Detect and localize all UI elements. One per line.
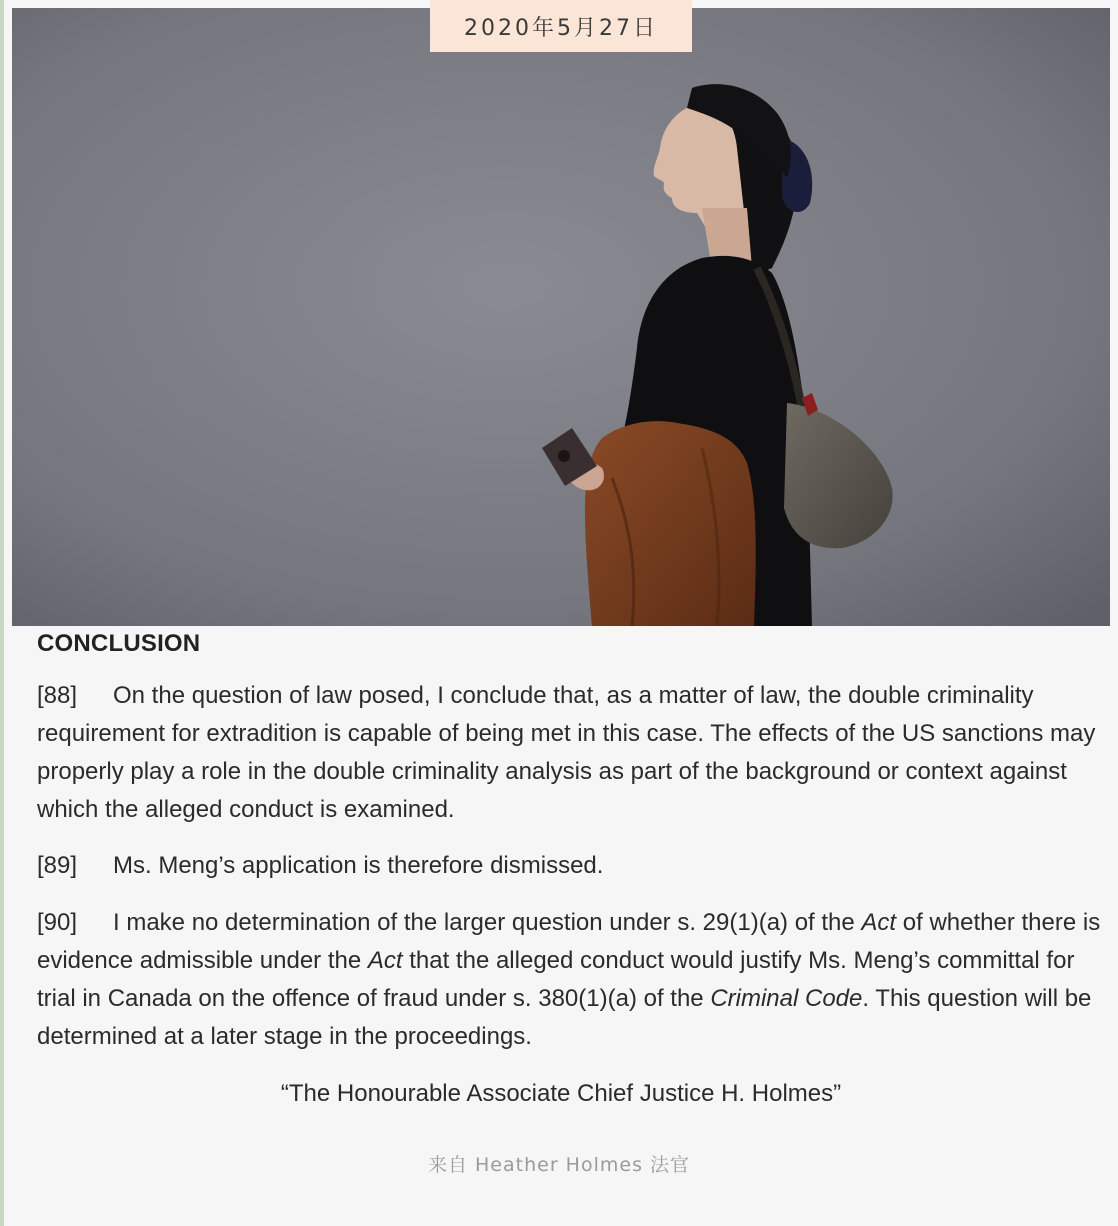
date-badge: 2020年5月27日 — [430, 0, 692, 52]
paragraph-number: [88] — [37, 682, 78, 709]
paragraph-text: On the question of law posed, I conclude that, as a matter of law, the double criminality requirement for extradition is capable of being met in this case. The effects of the US sanctions may properly play a role in the double criminality analysis as part of the background or context against which the alleged conduct is examined. — [37, 682, 1096, 823]
paragraph-88 — [37, 677, 1111, 829]
paragraph-text-part: that the alleged conduct would justify Ms. Meng’s committal for trial in Canada on the offence of fraud under s. 380(1)(a) of the — [37, 947, 1075, 1012]
paragraph-89 — [37, 847, 1111, 885]
paragraph-text: Ms. Meng’s application is therefore dismissed. — [113, 852, 604, 879]
criminal-code-italic: Criminal Code — [710, 985, 863, 1012]
image-caption: 来自 Heather Holmes 法官 — [427, 1154, 691, 1176]
paragraph-number: [90] — [37, 909, 78, 936]
act-italic: Act — [367, 947, 403, 974]
judge-signature: “The Honourable Associate Chief Justice H. Holmes” — [280, 1080, 842, 1107]
paragraph-text-part: of whether there is evidence admissible under the — [37, 909, 1101, 974]
paragraph-number: [89] — [37, 852, 78, 879]
act-italic: Act — [861, 909, 897, 936]
paragraph-text-part: I make no determination of the larger question under s. 29(1)(a) of the — [113, 909, 862, 936]
news-photo — [12, 8, 1110, 626]
court-document-excerpt — [4, 626, 1118, 1107]
paragraph-text-part: . This question will be determined at a later stage in the proceedings. — [37, 985, 1092, 1050]
woman-profile-photo — [12, 8, 1110, 626]
document-heading: CONCLUSION — [37, 630, 201, 657]
paragraph-90 — [37, 904, 1111, 1056]
